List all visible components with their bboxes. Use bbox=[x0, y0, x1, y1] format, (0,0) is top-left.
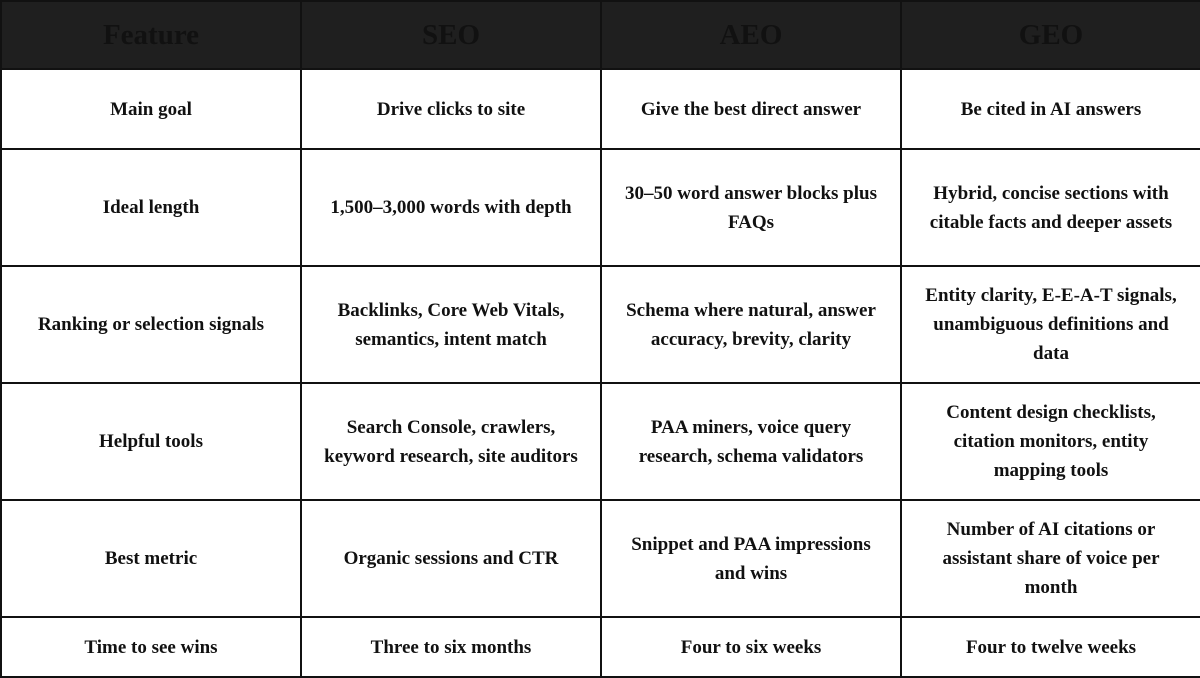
feature-cell: Best metric bbox=[1, 500, 301, 617]
seo-cell: Backlinks, Core Web Vitals, semantics, intent match bbox=[301, 266, 601, 383]
geo-cell: Four to twelve weeks bbox=[901, 617, 1200, 677]
aeo-cell: Snippet and PAA impressions and wins bbox=[601, 500, 901, 617]
geo-cell: Entity clarity, E-E-A-T signals, unambiguous definitions and data bbox=[901, 266, 1200, 383]
table-header-row bbox=[1, 1, 1200, 69]
geo-cell: Number of AI citations or assistant share of voice per month bbox=[901, 500, 1200, 617]
header-geo: GEO bbox=[901, 1, 1200, 69]
seo-cell: 1,500–3,000 words with depth bbox=[301, 149, 601, 266]
header-feature: Feature bbox=[1, 1, 301, 69]
feature-cell: Main goal bbox=[1, 69, 301, 149]
header-seo: SEO bbox=[301, 1, 601, 69]
seo-cell: Organic sessions and CTR bbox=[301, 500, 601, 617]
table-row bbox=[1, 69, 1200, 149]
table-row bbox=[1, 500, 1200, 617]
aeo-cell: PAA miners, voice query research, schema validators bbox=[601, 383, 901, 500]
seo-cell: Drive clicks to site bbox=[301, 69, 601, 149]
aeo-cell: Four to six weeks bbox=[601, 617, 901, 677]
table-row bbox=[1, 617, 1200, 677]
seo-cell: Three to six months bbox=[301, 617, 601, 677]
geo-cell: Hybrid, concise sections with citable facts and deeper assets bbox=[901, 149, 1200, 266]
table-row bbox=[1, 149, 1200, 266]
aeo-cell: 30–50 word answer blocks plus FAQs bbox=[601, 149, 901, 266]
table-row bbox=[1, 266, 1200, 383]
feature-cell: Ideal length bbox=[1, 149, 301, 266]
feature-cell: Time to see wins bbox=[1, 617, 301, 677]
feature-cell: Ranking or selection signals bbox=[1, 266, 301, 383]
seo-cell: Search Console, crawlers, keyword research, site auditors bbox=[301, 383, 601, 500]
aeo-cell: Schema where natural, answer accuracy, brevity, clarity bbox=[601, 266, 901, 383]
header-aeo: AEO bbox=[601, 1, 901, 69]
geo-cell: Content design checklists, citation monitors, entity mapping tools bbox=[901, 383, 1200, 500]
aeo-cell: Give the best direct answer bbox=[601, 69, 901, 149]
feature-cell: Helpful tools bbox=[1, 383, 301, 500]
table-row bbox=[1, 383, 1200, 500]
geo-cell: Be cited in AI answers bbox=[901, 69, 1200, 149]
